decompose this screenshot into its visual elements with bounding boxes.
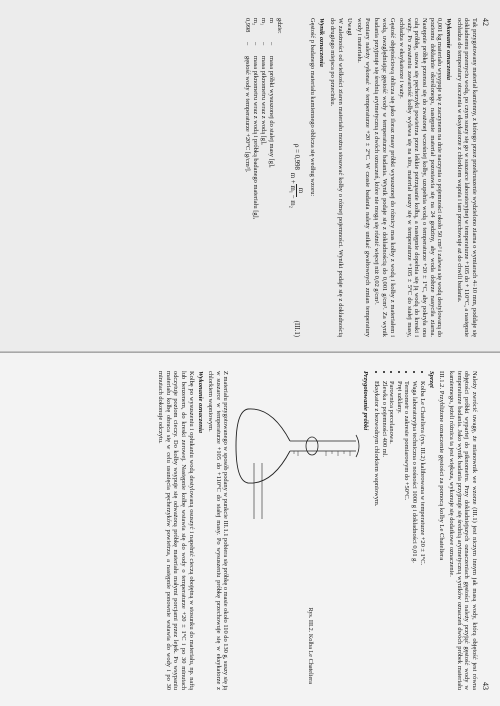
page-number-right: 43 (481, 682, 490, 690)
figure-caption: Rys. III.2. Kolba Le Chateliera (307, 607, 315, 684)
legend-item: m – masa próbki wysuszonej do stałej masy [g], (267, 18, 275, 168)
heading-wynik: Wynik oznaczenia (318, 18, 326, 67)
heading-sprzet: Sprzęt (427, 371, 435, 388)
heading-przygotowanie: Przygotowanie próbki (362, 371, 370, 431)
legend-text: masa piknometru wraz z wodą [g], (259, 56, 267, 145)
heading-wykonanie-right: Wykonanie oznaczenia (196, 371, 204, 434)
heading-uwagi: Uwagi (345, 18, 353, 36)
legend-symbol: m (267, 18, 275, 23)
formula-denominator: m + m₁ − m₂ (288, 172, 296, 208)
legend-text: gęstość wody w temperaturze +20°C [g/cm³]. (243, 56, 251, 173)
legend-label-row (275, 18, 283, 337)
section-title: III.1.2. Przybliżone oznaczenie gęstości za pomocą kolby Le Chateliera (437, 371, 445, 561)
legend-label: gdzie: (275, 18, 283, 34)
legend-symbol: m₂ (251, 18, 259, 26)
denominator-note: Należy zwrócić uwagę, że mianownik we wzorze (III.1) jest niczym innym jak masą wody, którą objętość jest równa objętości próbki wypartej do piknometru. Przy dokładniejszych oznaczeniach gęstości należy przyjąć gęstość wody w temperaturze badania. Jako wynik badania przyjmuje się średnią arytmetyczną wyników oznaczeń dwóch próbek materiału kamiennego, jeżeli różnica ta jest większa, wykonuje się dodatkowe oznaczenie. (448, 371, 478, 690)
equipment-item: • Kolba Le Chateliera (rys. III.2) kalibrowana w temperaturze +20 ± 1°C. (418, 381, 426, 690)
legend-item: 0,998 – gęstość wody w temperaturze +20°C [g/cm³]. (243, 18, 251, 173)
procedure-paragraph: 0,001 kg materiału wysypuje się z zaczynem na dnie naczynia o pojemności około 50 cm³ i zalewa się wodą destylowaną do poziomu dokładnie określonego, następnie materiał pozostawia się na 24 godziny, aby woda dobrze nasyciła ziarna. Następnie próbkę przenosi się do zważonej wcześniej kolby, uzupełnia wodą o temperaturze +20 ± 1°C, aby pokryła ona całą próbkę, usuwa się pęcherzyki powietrza przez lekkie potrząsanie kolbą, a następnie dopełnia się ją wodą do kreski i waży. Po zważeniu zawartość kolby wylewa się na sito, materiał suszy się w temperaturze +105 ± 5°C do stałej masy, ochładza w eksykatorze i waży. (398, 18, 444, 337)
legend-item: m₁ – masa piknometru wraz z wodą [g], (259, 18, 267, 145)
execution-paragraph: Kolbę po wysuszeniu i opłukaniu wodą destylowaną osuszyć i napełnić cieczą obojętną w stosunku do materiału, np. naftą lub benzenem, do kreski zerowej. Następnie kolbę wstawia się do wody o temperaturze +20 ± 1°C i po 30 minutach odczytuje poziom cieczy. Do kolby wsypuje się odważoną próbkę materiału małymi porcjami przez lejek. Po wsypaniu materiału kolbę obraca się w celu usunięcia pęcherzyków powietrza, a następnie ponownie wstawia do wody i po 30 minutach dokonuje odczytu. (157, 371, 195, 690)
equipment-item: • Waga laboratoryjna techniczna o nośności 1000 g i dokładności 0,01 g. (410, 381, 418, 690)
equipment-item: • Pręt szklany. (395, 381, 403, 690)
right-page (0, 353, 500, 706)
legend-text: masa próbki wysuszonej do stałej masy [g], (267, 56, 275, 168)
formula-fraction (289, 173, 304, 208)
notes-paragraph: W zależności od wielkości ziaren materiału można stosować kolby o różnej pojemności. Wyniki podaje się z dokładnością do drugiego miejsca po przecinku. (329, 18, 344, 337)
legend-item: m₂ – masa piknometru wraz z wodą i próbką badanego materiału [g], (251, 18, 259, 220)
legend-text: masa piknometru wraz z wodą i próbką badanego materiału [g], (251, 56, 259, 220)
intro-paragraph: Tak przygotowany materiał kamienny, z którego przez przekruszenie wydzielono ziarna o wymiarach 4÷10 mm, poddaje się dokładnemu przemyciu wodą, po czym suszy się go w suszarce laboratoryjnej w temperaturze +105 do + 110°C, a następnie ochładza do temperatury otoczenia w eksykatorze z chlorkiem wapnia i tam przechowuje aż do chwili badania. (455, 18, 478, 337)
density-formula (289, 18, 304, 337)
figure-block (232, 371, 360, 690)
equipment-item: • Termometr o zakresie pomiarowym do +50°C. (403, 381, 411, 690)
legend-symbol: 0,998 (243, 18, 251, 33)
equipment-item: • Zlewka o pojemności 400 ml. (380, 381, 388, 690)
equation-number: (III.1) (292, 320, 300, 337)
formula-intro: Gęstość p badanego materiału kamiennego oblicza się według wzoru: (309, 18, 317, 197)
formula-lhs: ρ = 0,998 (292, 144, 300, 170)
temperature-paragraph: Pomiary należy wykonać w temperaturze +20 ± 2°C. W czasie badania należy unikać gwałtownych zmian temperatury wody i materiału. (356, 18, 371, 337)
formula-numerator: m (296, 184, 304, 197)
equipment-item: • Parownica porcelanowa. (388, 381, 396, 690)
calculation-paragraph: Gęstość objętościową oblicza się jako iloraz masy próbki wysuszonej do różnicy mas kolby z wodą i kolby z materiałem i wodą, uwzględniając gęstość wody w temperaturze badania. Wynik podaje się z dokładnością do 0,001 g/cm³. Za wynik badania przyjmuje się średnią arytmetyczną z dwóch oznaczeń, które nie mogą się różnić więcej niż 0,02 g/cm³. (373, 18, 396, 337)
equipment-item: • Eksykator z bezwodnym chlorkiem wapniowym. (372, 381, 380, 690)
preparation-paragraph: Z materiału przygotowanego w sposób podany w punkcie III.1.1 pobiera się próbkę o masie około 110 do 130 g, suszy się ją w suszarce w temperaturze +105 do +110°C do stałej masy. Po wysuszeniu próbkę przechowuje się w eksykatorze z chlorkiem wapniowym. (207, 371, 230, 690)
le-chatelier-flask-drawing (232, 379, 360, 529)
heading-wykonanie: Wykonanie oznaczenia (445, 18, 453, 81)
page-number-left: 42 (481, 18, 490, 26)
legend-symbol: m₁ (259, 18, 267, 26)
equipment-list (372, 371, 425, 690)
